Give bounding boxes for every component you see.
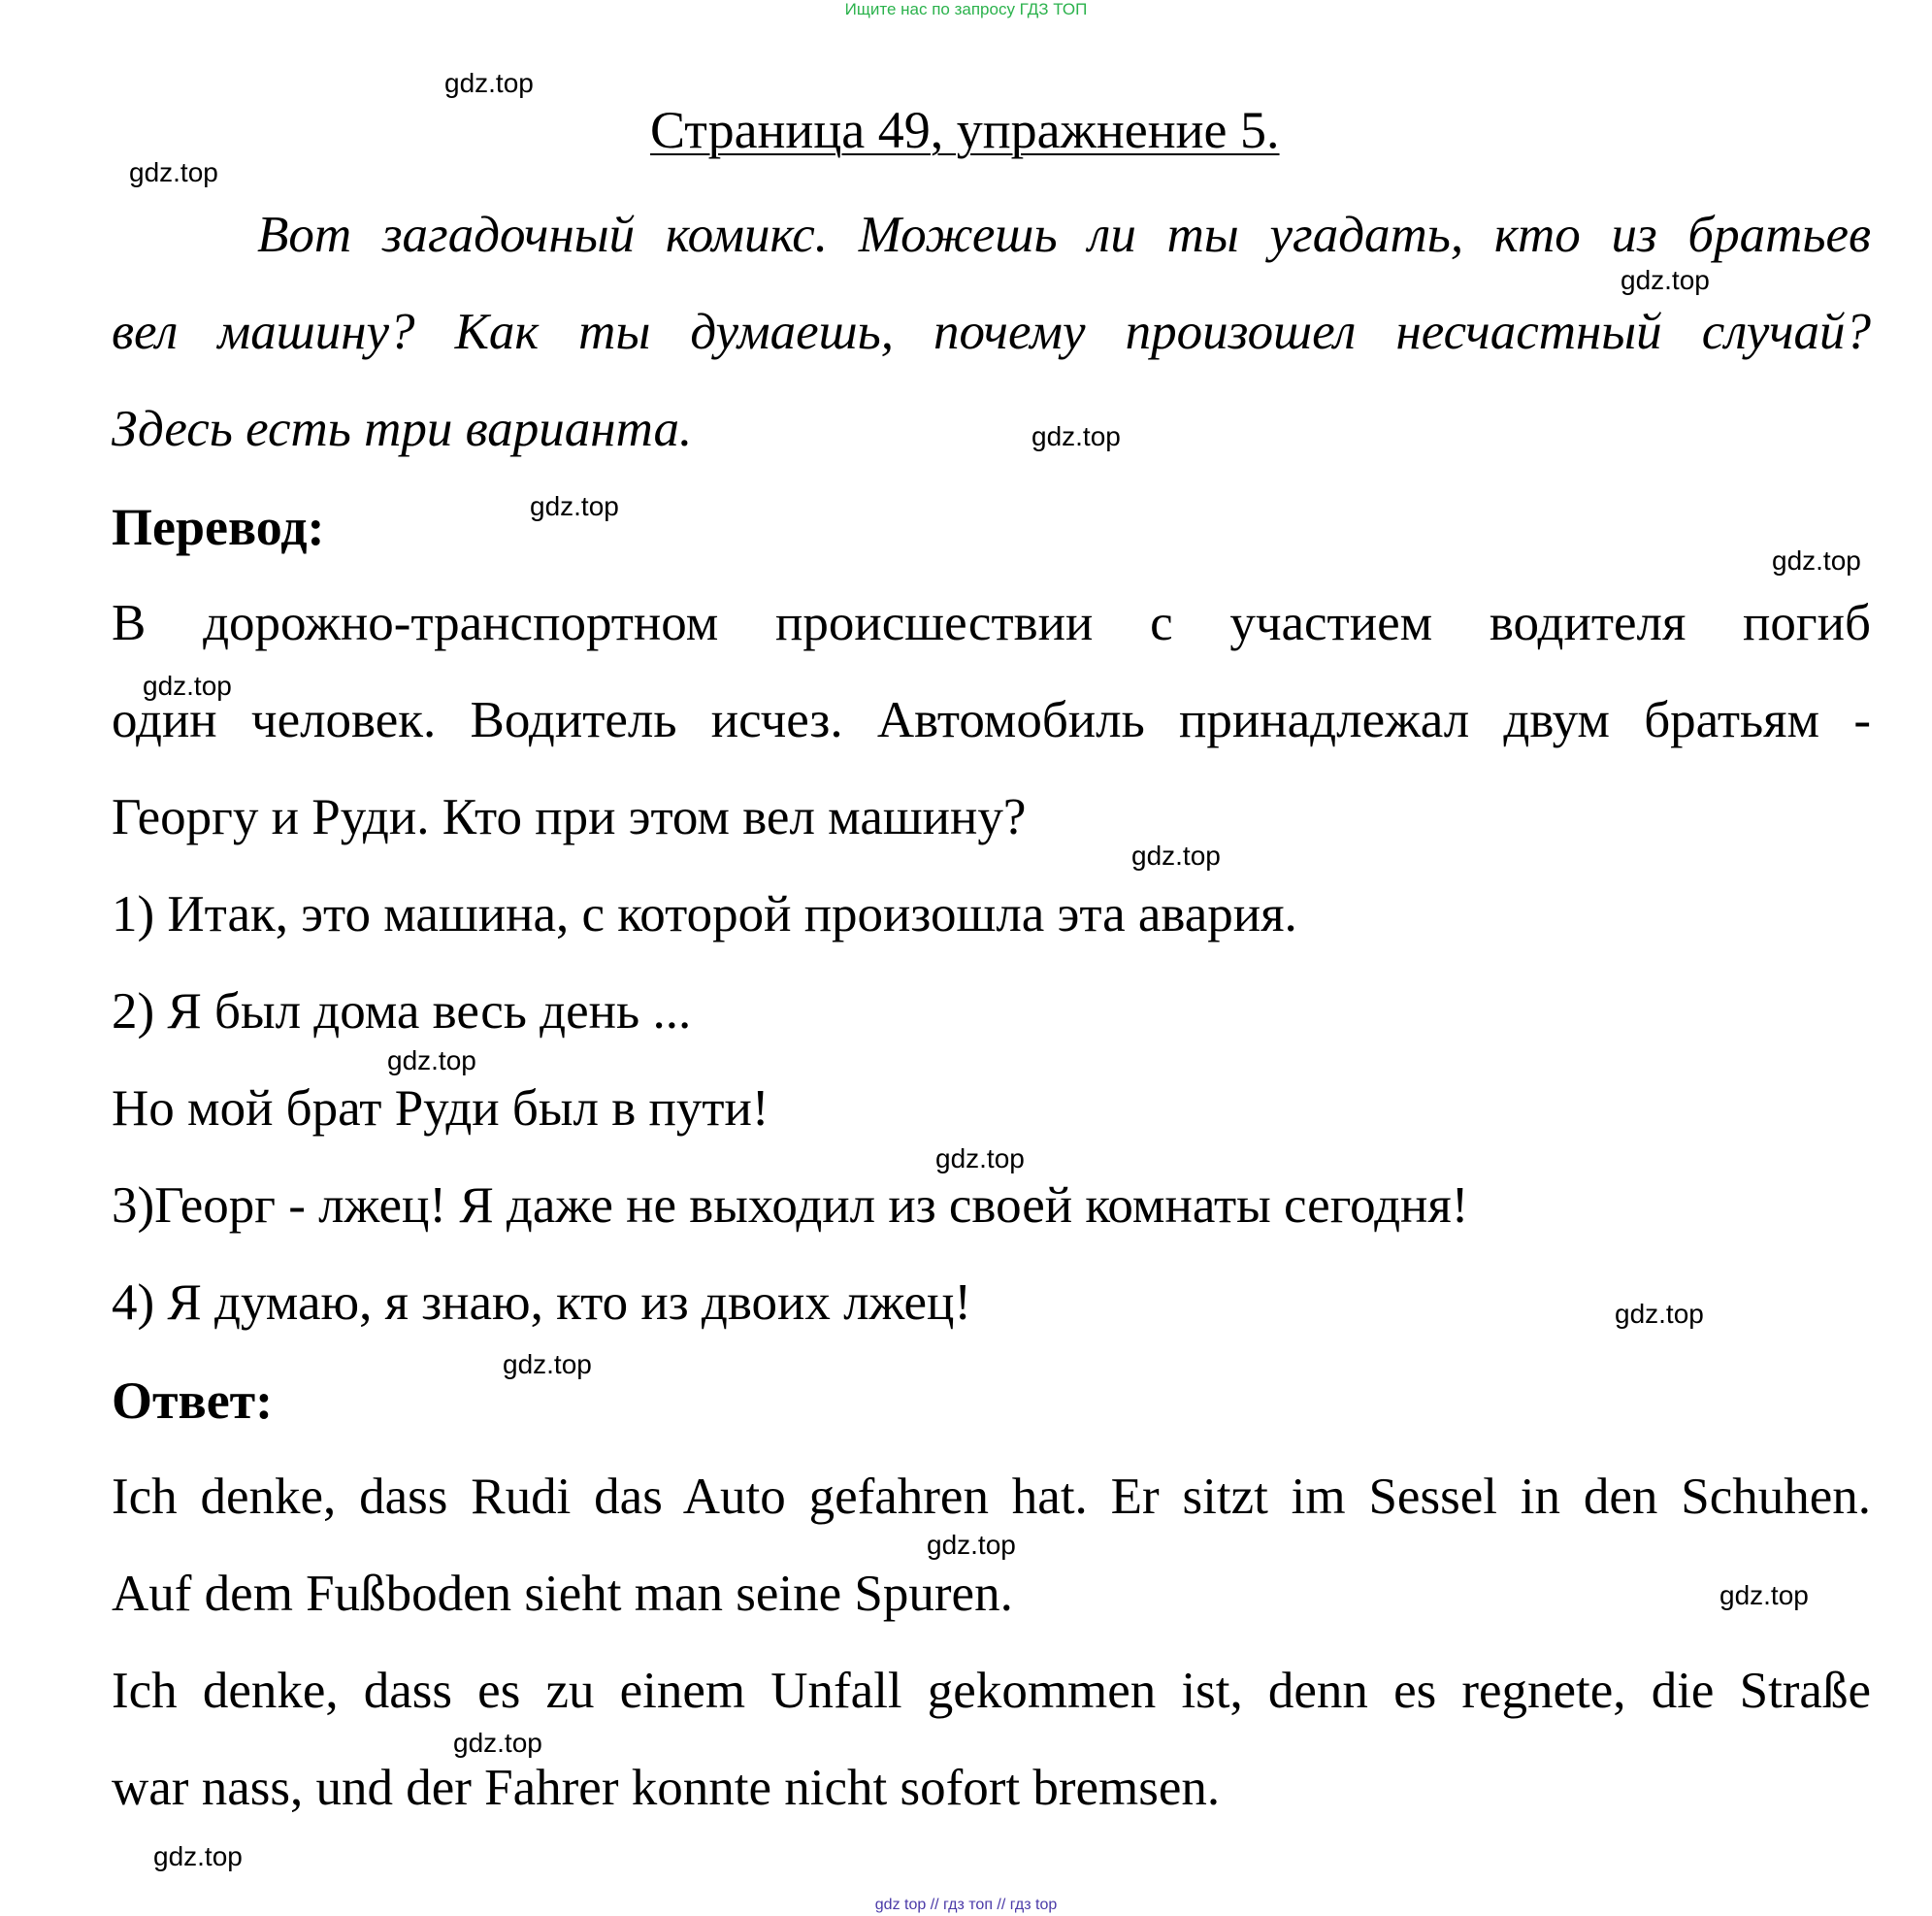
watermark: gdz.top [935, 1143, 1025, 1173]
watermark: gdz.top [387, 1045, 476, 1075]
watermark: gdz.top [1615, 1299, 1704, 1329]
watermark: gdz.top [129, 157, 218, 187]
task-line-2: вел машину? Как ты думаешь, почему произошел несчастный случай? [112, 304, 1871, 360]
watermark: gdz.top [1621, 265, 1710, 295]
watermark: gdz.top [1031, 421, 1121, 451]
watermark: gdz.top [530, 491, 619, 521]
watermark: gdz.top [503, 1349, 592, 1379]
watermark: gdz.top [1719, 1580, 1809, 1610]
answer-line-4: war nass, und der Fahrer konnte nicht sofort bremsen. [112, 1760, 1221, 1816]
watermark: gdz.top [453, 1728, 542, 1758]
translation-line-3: Георгу и Руди. Кто при этом вел машину? [112, 789, 1027, 845]
translation-line-5: 2) Я был дома весь день ... [112, 983, 692, 1040]
answer-line-3: Ich denke, dass es zu einem Unfall gekommen ist, denn es regnete, die Straße [112, 1663, 1871, 1719]
task-line-1: Вот загадочный комикс. Можешь ли ты угадать, кто из братьев [257, 207, 1871, 263]
top-banner: Ищите нас по запросу ГДЗ ТОП [844, 0, 1088, 18]
translation-line-2: один человек. Водитель исчез. Автомобиль принадлежал двум братьям - [112, 692, 1871, 748]
watermark: gdz.top [1772, 545, 1861, 576]
translation-line-1: В дорожно-транспортном происшествии с участием водителя погиб [112, 595, 1871, 651]
answer-line-2: Auf dem Fußboden sieht man seine Spuren. [112, 1566, 1013, 1622]
translation-line-6: Но мой брат Руди был в пути! [112, 1080, 770, 1137]
answer-heading: Ответ: [112, 1371, 274, 1430]
answer-line-1: Ich denke, dass Rudi das Auto gefahren hat. Er sitzt im Sessel in den Schuhen. [112, 1469, 1871, 1525]
watermark: gdz.top [153, 1841, 243, 1871]
watermark: gdz.top [927, 1530, 1016, 1560]
translation-line-8: 4) Я думаю, я знаю, кто из двоих лжец! [112, 1274, 972, 1331]
footer-links: gdz top // гдз топ // гдз top [874, 1897, 1058, 1913]
watermark: gdz.top [143, 671, 232, 701]
translation-line-7: 3)Георг - лжец! Я даже не выходил из своей комнаты сегодня! [112, 1177, 1469, 1234]
translation-line-4: 1) Итак, это машина, с которой произошла эта авария. [112, 886, 1297, 942]
task-line-3: Здесь есть три варианта. [112, 401, 693, 457]
page-title: Страница 49, упражнение 5. [650, 101, 1280, 159]
translation-heading: Перевод: [112, 498, 325, 556]
watermark: gdz.top [444, 68, 534, 98]
watermark: gdz.top [1131, 841, 1221, 871]
